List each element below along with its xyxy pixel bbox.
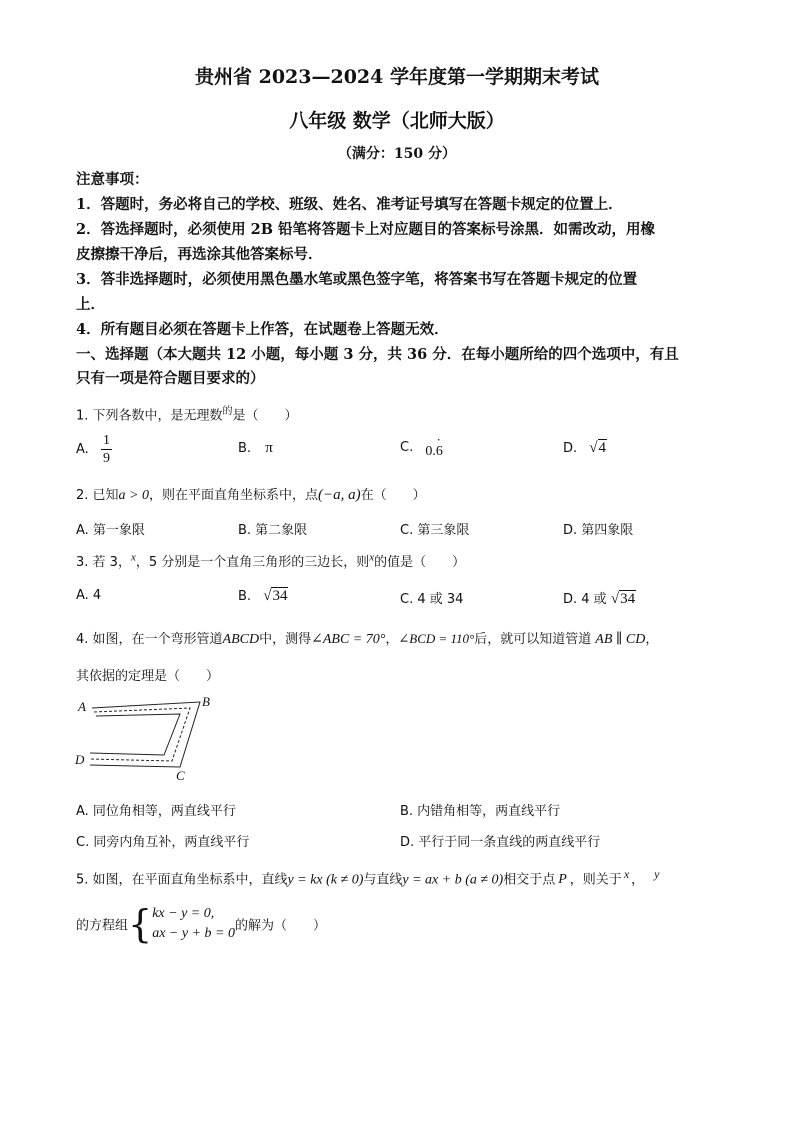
question-1-paren: 是（ ） — [232, 408, 298, 424]
question-1-option-a — [76, 432, 112, 467]
condition-math: a > 0 — [118, 488, 149, 503]
variable-x: x — [130, 551, 136, 564]
question-1-option-b — [238, 440, 273, 457]
question-4-text-3: 后，就可以知道管道 — [474, 632, 592, 647]
point-label-a: A — [78, 699, 86, 714]
question-4-text: 4. 如图，在一个弯形管道 — [76, 632, 223, 647]
question-3-option-d — [563, 588, 636, 608]
question-5-text-3: 相交于点 — [503, 872, 556, 888]
left-brace: { — [128, 902, 153, 946]
question-2-option-a: A. 第一象限 — [76, 523, 145, 538]
line-2-equation: y = ax + b (a ≠ 0) — [402, 872, 504, 888]
notice-item-3-line-1: 3．答非选择题时，必须使用黑色墨水笔或黑色签字笔，将答案书写在答题卡规定的位置 — [76, 271, 638, 288]
question-1-text: 1. 下列各数中，是无理数 — [76, 408, 223, 424]
question-2-stem — [76, 484, 426, 504]
square-root — [611, 591, 636, 608]
exam-subtitle: 八年级 数学（北师大版） — [289, 110, 505, 132]
equation-1: kx − y = 0, — [152, 906, 215, 921]
angle-bcd: ∠BCD = 110° — [398, 631, 475, 646]
full-score: （满分：150 分） — [337, 146, 457, 162]
square-root — [263, 588, 288, 605]
variable-x: x — [369, 551, 375, 564]
comma: ， — [385, 632, 399, 647]
numerator: 1 — [102, 433, 110, 448]
equation-2: ax − y + b = 0 — [152, 926, 235, 941]
notice-item-2-line-2: 皮擦擦干净后，再选涂其他答案标号． — [76, 246, 323, 263]
question-3-text: 3. 若 3， — [76, 555, 131, 570]
equation-system — [128, 904, 235, 944]
square-root — [589, 440, 607, 457]
notice-item-1: 1．答题时，务必将自己的学校、班级、姓名、准考证号填写在答题卡规定的位置上． — [76, 196, 623, 213]
pipe-inner-line — [90, 714, 180, 755]
point-p: P — [558, 872, 567, 888]
question-3-option-c: C. 4 或 34 — [400, 592, 464, 607]
question-4-stem — [76, 628, 658, 648]
notice-item-4: 4．所有题目必须在答题卡上作答，在试题卷上答题无效． — [76, 321, 449, 338]
pipe-figure — [72, 692, 222, 782]
option-label: C. — [400, 440, 414, 455]
question-1-stem — [76, 402, 298, 423]
notice-item-2-line-1: 2．答选择题时，必须使用 2B 铅笔将答题卡上对应题目的答案标号涂黑．如需改动，用橡 — [76, 221, 656, 238]
question-2-text-2: ，则在平面直角坐标系中，点 — [149, 488, 319, 503]
variable-y: y — [654, 867, 660, 881]
point-math: (−a, a) — [318, 487, 361, 503]
line-1-equation: y = kx (k ≠ 0) — [287, 872, 364, 888]
question-4-stem-line-2: 其依据的定理是（ ） — [76, 669, 220, 684]
pipe-name: ABCD — [222, 632, 260, 647]
question-5-text-2: 与直线 — [363, 872, 403, 888]
option-label: B. — [238, 441, 252, 456]
root-sign: √ — [263, 588, 272, 604]
question-2-paren: 在（ ） — [360, 488, 426, 503]
option-label: D. — [563, 441, 578, 456]
section-1-line-1: 一、选择题（本大题共 12 小题，每小题 3 分，共 36 分．在每小题所给的四个选项中，有且 — [76, 346, 679, 363]
repeating-decimal — [425, 432, 443, 460]
repeat-dot: · — [436, 432, 441, 447]
radicand: 34 — [272, 588, 288, 604]
point-label-b: B — [202, 694, 210, 709]
question-5-text-5: 的方程组 — [76, 918, 129, 934]
variable-x: x — [623, 867, 630, 881]
question-2-option-b: B. 第二象限 — [238, 523, 308, 538]
fraction — [101, 432, 112, 467]
question-5-text: 5. 如图，在平面直角坐标系中，直线 — [76, 872, 288, 888]
question-3-text-2: ，5 分别是一个直角三角形的三边长，则 — [135, 555, 370, 570]
question-5-text-4: ，则关于 — [569, 872, 622, 888]
question-3-option-b — [238, 588, 288, 605]
notice-heading: 注意事项： — [76, 171, 149, 188]
question-2-option-d: D. 第四象限 — [563, 523, 634, 538]
question-4-option-a: A. 同位角相等，两直线平行 — [76, 804, 236, 819]
decimal-value: 0.6 — [425, 444, 443, 459]
parallel-relation: AB ∥ CD — [595, 632, 646, 647]
question-2-text: 2. 已知 — [76, 488, 119, 503]
comma: ， — [645, 632, 659, 647]
question-5-stem-line-2 — [76, 904, 326, 944]
question-1-sup: 的 — [222, 406, 233, 417]
option-label: B. — [238, 589, 252, 604]
question-5-paren: 的解为（ ） — [234, 918, 326, 934]
radicand: 34 — [620, 591, 636, 607]
notice-item-3-line-2: 上． — [76, 296, 105, 313]
option-label: A. — [76, 442, 89, 457]
question-5-stem — [76, 867, 659, 888]
pi-symbol: π — [265, 440, 273, 456]
question-2-option-c: C. 第三象限 — [400, 523, 470, 538]
angle-abc: ∠ABC = 70° — [311, 632, 386, 647]
question-3-paren: 的值是（ ） — [374, 555, 466, 570]
denominator: 9 — [102, 451, 110, 466]
radicand: 4 — [598, 440, 607, 456]
question-4-text-2: 中，测得 — [259, 632, 312, 647]
question-3-stem — [76, 551, 465, 570]
point-label-d: D — [75, 752, 85, 767]
root-sign: √ — [589, 440, 598, 456]
comma: ， — [631, 872, 645, 888]
root-sign: √ — [610, 591, 620, 607]
question-1-option-c — [400, 432, 443, 459]
question-4-option-d: D. 平行于同一条直线的两直线平行 — [400, 835, 601, 850]
question-1-option-d — [563, 440, 607, 457]
question-3-option-a: A. 4 — [76, 588, 102, 603]
option-label: D. 4 或 — [563, 592, 607, 607]
exam-title: 贵州省 2023—2024 学年度第一学期期末考试 — [195, 66, 599, 88]
question-4-option-b: B. 内错角相等，两直线平行 — [400, 804, 561, 819]
question-4-option-c: C. 同旁内角互补，两直线平行 — [76, 835, 250, 850]
point-label-c: C — [176, 768, 185, 782]
section-1-line-2: 只有一项是符合题目要求的） — [76, 370, 265, 387]
